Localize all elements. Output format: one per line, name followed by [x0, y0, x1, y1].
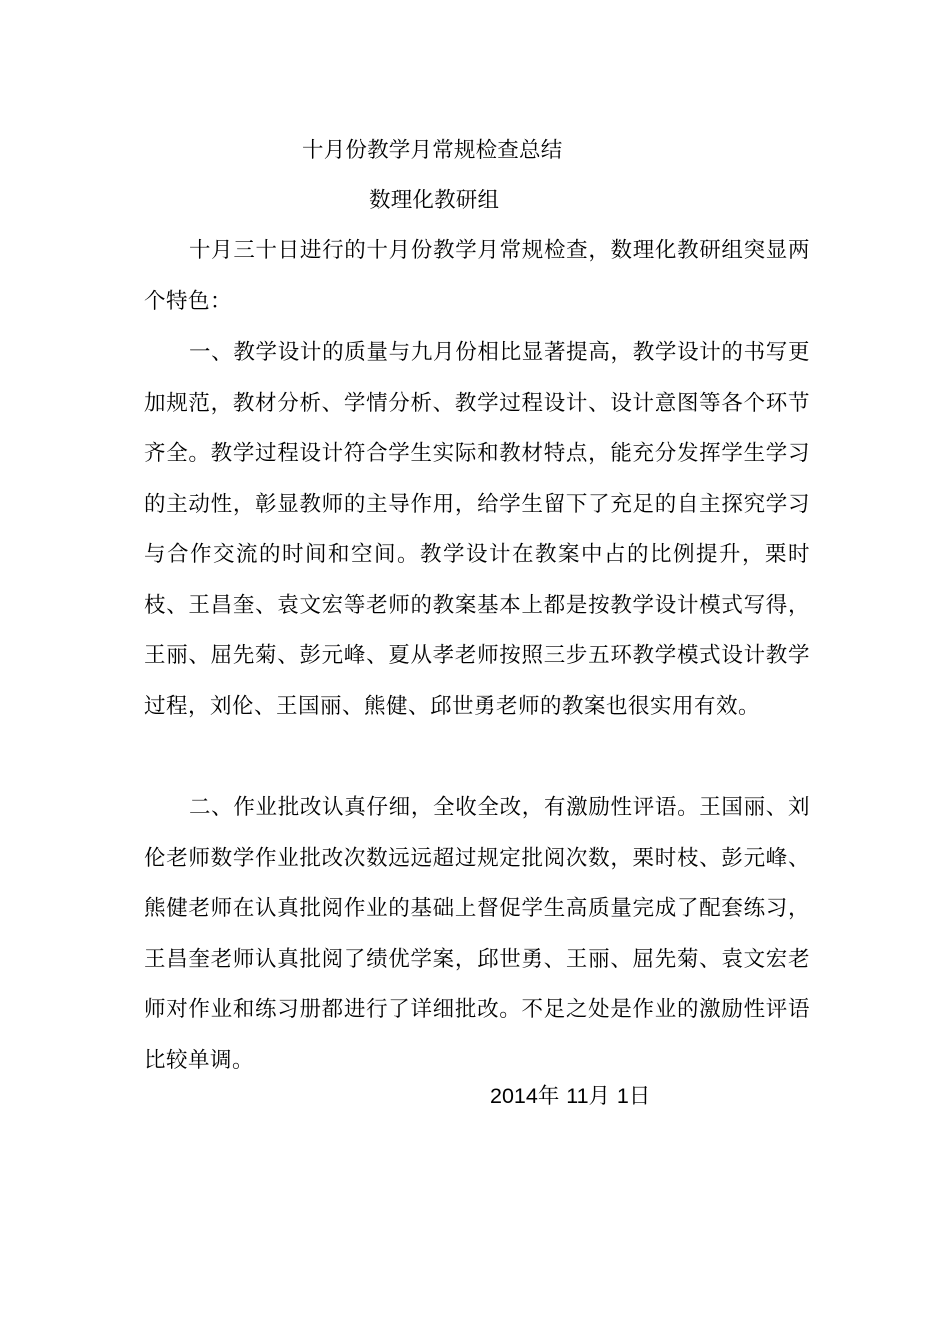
document-date [490, 1081, 650, 1112]
paragraph-section-one: 一、教学设计的质量与九月份相比显著提高，教学设计的书写更加规范，教材分析、学情分析、教学过程设计、设计意图等各个环节齐全。教学过程设计符合学生实际和教材特点，能充分发挥学生学习的主动性，彰显教师的主导作用，给学生留下了充足的自主探究学习与合作交流的时间和空间。教学设计在教案中占的比例提升，栗时枝、王昌奎、袁文宏等老师的教案基本上都是按教学设计模式写得，王丽、屈先菊、彭元峰、夏从孝老师按照三步五环教学模式设计教学过程，刘伦、王国丽、熊健、邱世勇老师的教案也很实用有效。 [144, 340, 810, 719]
date-month-suffix: 月 [588, 1084, 611, 1109]
date-year-suffix: 年 [537, 1084, 560, 1109]
date-year: 2014 [490, 1084, 538, 1108]
date-day: 1 [616, 1084, 629, 1108]
date-month: 11 [566, 1084, 589, 1108]
paragraph-intro: 十月三十日进行的十月份教学月常规检查，数理化教研组突显两个特色： [144, 238, 810, 314]
date-day-suffix: 日 [628, 1084, 651, 1109]
document-title: 十月份教学月常规检查总结 [302, 138, 563, 163]
paragraph-section-two: 二、作业批改认真仔细，全收全改，有激励性评语。王国丽、刘伦老师数学作业批改次数远远超过规定批阅次数，栗时枝、彭元峰、熊健老师在认真批阅作业的基础上督促学生高质量完成了配套练习，王昌奎老师认真批阅了绩优学案，邱世勇、王丽、屈先菊、袁文宏老师对作业和练习册都进行了详细批改。不足之处是作业的激励性评语比较单调。 [144, 795, 810, 1073]
author-group: 数理化教研组 [369, 188, 500, 213]
